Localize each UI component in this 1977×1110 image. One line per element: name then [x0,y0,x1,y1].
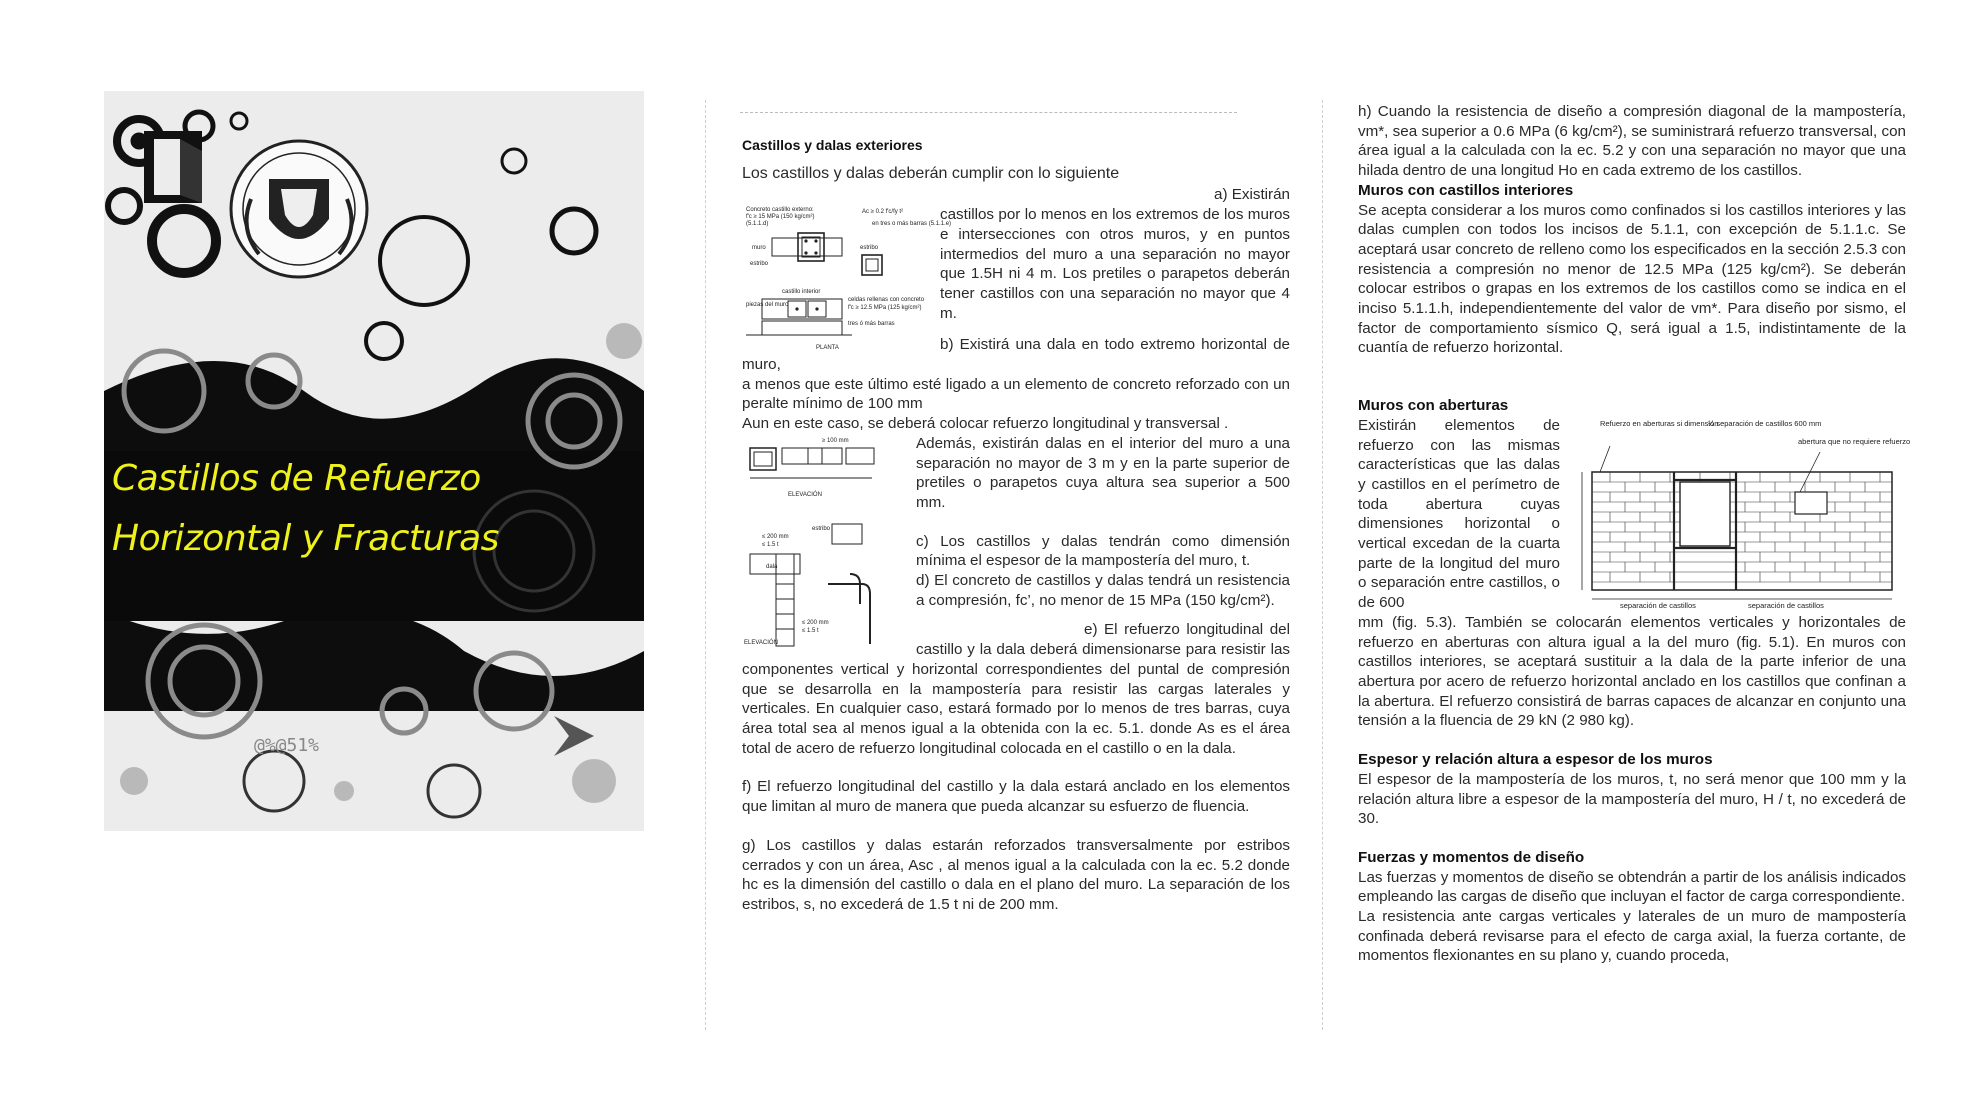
svg-text:f′c ≥ 12.5 MPa (125 kg/cm²): f′c ≥ 12.5 MPa (125 kg/cm²) [848,305,922,312]
cover-title-line-1: Castillos de Refuerzo [112,458,481,499]
top-rule [740,112,1237,113]
muros-castillos-interiores-text: Se acepta considerar a los muros como confinados si los castillos interiores y las dalas cumplen con todos los incisos de 5.1.1, con excepción de 5.1.1.c. Se aceptará usar concreto de relleno como los especificados en la sección 2.5.3 con resistencia a compresión no menor de 12.5 MPa (125 kg/cm²). Se deberán colocar estribos o grapas en los extremos de los castillos como se indica en el inciso 5.1.1.h, independientemente del valor de vm*. Para diseño por sismo, el factor de comportamiento sísmico Q, será igual a 1.5, indistintamente de la cuantía de refuerzo horizontal. [1358,201,1906,357]
svg-text:f′c ≥ 15 MPa (150 kg/cm²): f′c ≥ 15 MPa (150 kg/cm²) [746,214,815,221]
svg-text:¼ separación de castillos 600: ¼ separación de castillos 600 mm [1708,419,1822,429]
item-f-text: f) El refuerzo longitudinal del castillo y la dala estará anclado en los elementos que limitan al muro de manera que pueda alcanzar su esfuerzo de fluencia. [742,778,1290,816]
svg-text:≤ 1.5 t: ≤ 1.5 t [762,541,779,548]
faculty-logo [144,131,202,203]
item-d-text: d) El concreto de castillos y dalas tendrá un resistencia a compresión, fc’, no menor de 15 MPa (150 kg/cm²). [916,572,1290,609]
svg-text:dala: dala [766,563,778,570]
item-b-line-2: a menos que este último esté ligado a un elemento de concreto reforzado con un peralte mínimo de 100 mm [742,375,1290,413]
item-h-text: h) Cuando la resistencia de diseño a compresión diagonal de la mampostería, vm*, sea superior a 0.6 MPa (6 kg/cm²), se suministrará refuerzo transversal, con área igual a la calculada con la ec. 5.2 y con una separación no mayor que una hilada dentro de una longitud Ho en cada extremo de los castillos. [1358,103,1906,180]
unam-seal [231,141,367,277]
muros-con-aberturas-text-b: mm (fig. 5.3). También se colocarán elementos verticales y horizontales de refuerzo en aberturas con altura igual a la del muro (fig. 5.1). En muros con castillos interiores, se aceptará sustituir a la dala de la parte inferior de una abertura por acero de refuerzo horizontal anclado en los castillos que confinan a la abertura. El refuerzo consistirá de barras capaces de alcanzar en conjunto una tensión a la fluencia de 29 kN (2 980 kg). [1358,613,1906,730]
column-divider-right [1322,100,1323,1030]
svg-text:celdas rellenas con concreto: celdas rellenas con concreto [848,297,925,304]
cover-title [112,449,642,569]
svg-text:piezas del muro: piezas del muro [746,302,789,309]
heading-muros-castillos-interiores: Muros con castillos interiores [1358,181,1574,199]
muros-con-aberturas-text-a: Existirán elementos de refuerzo con las mismas características que las dalas y castillos en el perímetro de toda abertura cuyas dimensiones horizontal o vertical excedan de la cuarta parte de la longitud del muro o separación entre castillos, o de 600 [1358,416,1560,612]
svg-text:ELEVACIÓN: ELEVACIÓN [744,639,778,646]
svg-text:≤ 200 mm: ≤ 200 mm [762,533,789,540]
svg-text:separación de castillos: separación de castillos [1620,601,1696,611]
middle-column [742,136,1290,915]
figure-dala-elevation [742,434,908,648]
svg-text:Refuerzo en aberturas si dimen: Refuerzo en aberturas si dimensión [1600,419,1719,429]
svg-text:≤ 200 mm: ≤ 200 mm [802,619,829,626]
right-column [1358,102,1911,966]
heading-muros-con-aberturas: Muros con aberturas [1358,397,1509,415]
item-a-label: a) Existirán [1214,186,1290,204]
section-title-castillos-exteriores: Castillos y dalas exteriores [742,137,923,153]
svg-text:≥ 100 mm: ≥ 100 mm [822,437,849,444]
svg-text:≤ 1.5 t: ≤ 1.5 t [802,627,819,634]
fuerzas-momentos-text-2: La resistencia ante cargas verticales y laterales de un muro de mampostería confinada deberá revisarse para el efecto de carga axial, la fuerza cortante, de momentos flexionantes en su plano y, cuando proceda, [1358,908,1906,965]
figure-castillo-plan [742,203,952,353]
section-intro: Los castillos y dalas deberán cumplir con lo siguiente [742,164,1120,182]
heading-fuerzas-momentos: Fuerzas y momentos de diseño [1358,848,1585,866]
item-e-text: e) El refuerzo longitudinal del castillo y la dala deberá dimensionarse para resistir las componentes vertical y horizontal correspondientes del puntal de compresión que se desarrolla en la mampostería para resistir las cargas laterales y verticales. En cualquier caso, estará formado por lo menos de tres barras, cuya área total sea al menos igual a la obtenida con la ec. 5.1. donde As es el área total de acero de refuerzo longitudinal colocada en el castillo o en la dala. [742,621,1290,757]
svg-text:estribo: estribo [812,525,831,532]
fuerzas-momentos-text: Las fuerzas y momentos de diseño se obtendrán a partir de los análisis indicados empleando las cargas de diseño que incluyan el factor de carga correspondiente. [1358,868,1906,906]
svg-text:castillo interior: castillo interior [782,289,821,296]
item-a-text: castillos por lo menos en los extremos de los muros e intersecciones con otros muros, y en puntos intermedios del muro a una separación no mayor que 1.5H ni 4 m. Los pretiles o parapetos deberán tener castillos con una separación no mayor que 4 m. [940,206,1290,322]
item-b-line-4: Además, existirán dalas en el interior del muro a una separación no mayor de 3 m y en la parte superior de pretiles o parapetos cuya altura sea superior a 500 mm. [916,434,1290,511]
cover-fragment-text: @%@51% [254,735,320,756]
svg-text:PLANTA: PLANTA [816,345,839,352]
item-g-text: g) Los castillos y dalas estarán reforzados transversalmente por estribos cerrados y con un área, Asc , al menos igual a la calculada con la ec. 5.2 donde hc es la dimensión del castillo o dala en el plano del muro. La separación de los estribos, s, no excederá de 1.5 t ni de 200 mm. [742,836,1290,913]
figure-wall-openings [1570,396,1911,612]
svg-text:tres ó más barras: tres ó más barras [848,321,895,328]
cover-title-line-2: Horizontal y Fracturas [112,518,499,559]
item-c-text: c) Los castillos y dalas tendrán como dimensión mínima el espesor de la mampostería del muro, t. [916,532,1290,570]
heading-espesor: Espesor y relación altura a espesor de los muros [1358,751,1713,769]
svg-text:Concreto castillo externo:: Concreto castillo externo: [746,207,814,214]
svg-text:(5.1.1.d): (5.1.1.d) [746,221,769,228]
svg-text:estribo: estribo [860,245,879,252]
svg-text:Ac ≥ 0.2 f′c/fy t²: Ac ≥ 0.2 f′c/fy t² [862,209,904,216]
svg-text:ELEVACIÓN: ELEVACIÓN [788,491,822,498]
item-b-line-3: Aun en este caso, se deberá colocar refuerzo longitudinal y transversal . [742,415,1229,433]
item-b-line-1: b) Existirá una dala en todo extremo horizontal de muro, [742,336,1290,374]
svg-text:en tres o más barras (5.1.1.e): en tres o más barras (5.1.1.e) [872,221,952,228]
svg-text:estribo: estribo [750,261,769,268]
cover-page [104,91,644,831]
column-divider-left [705,100,706,1030]
svg-text:muro: muro [752,245,766,252]
svg-text:abertura que no requiere refue: abertura que no requiere refuerzo [1798,437,1911,447]
espesor-text: El espesor de la mampostería de los muros, t, no será menor que 100 mm y la relación altura libre a espesor de la mampostería del muro, H / t, no excederá de 30. [1358,770,1906,828]
svg-text:separación de castillos: separación de castillos [1748,601,1824,611]
